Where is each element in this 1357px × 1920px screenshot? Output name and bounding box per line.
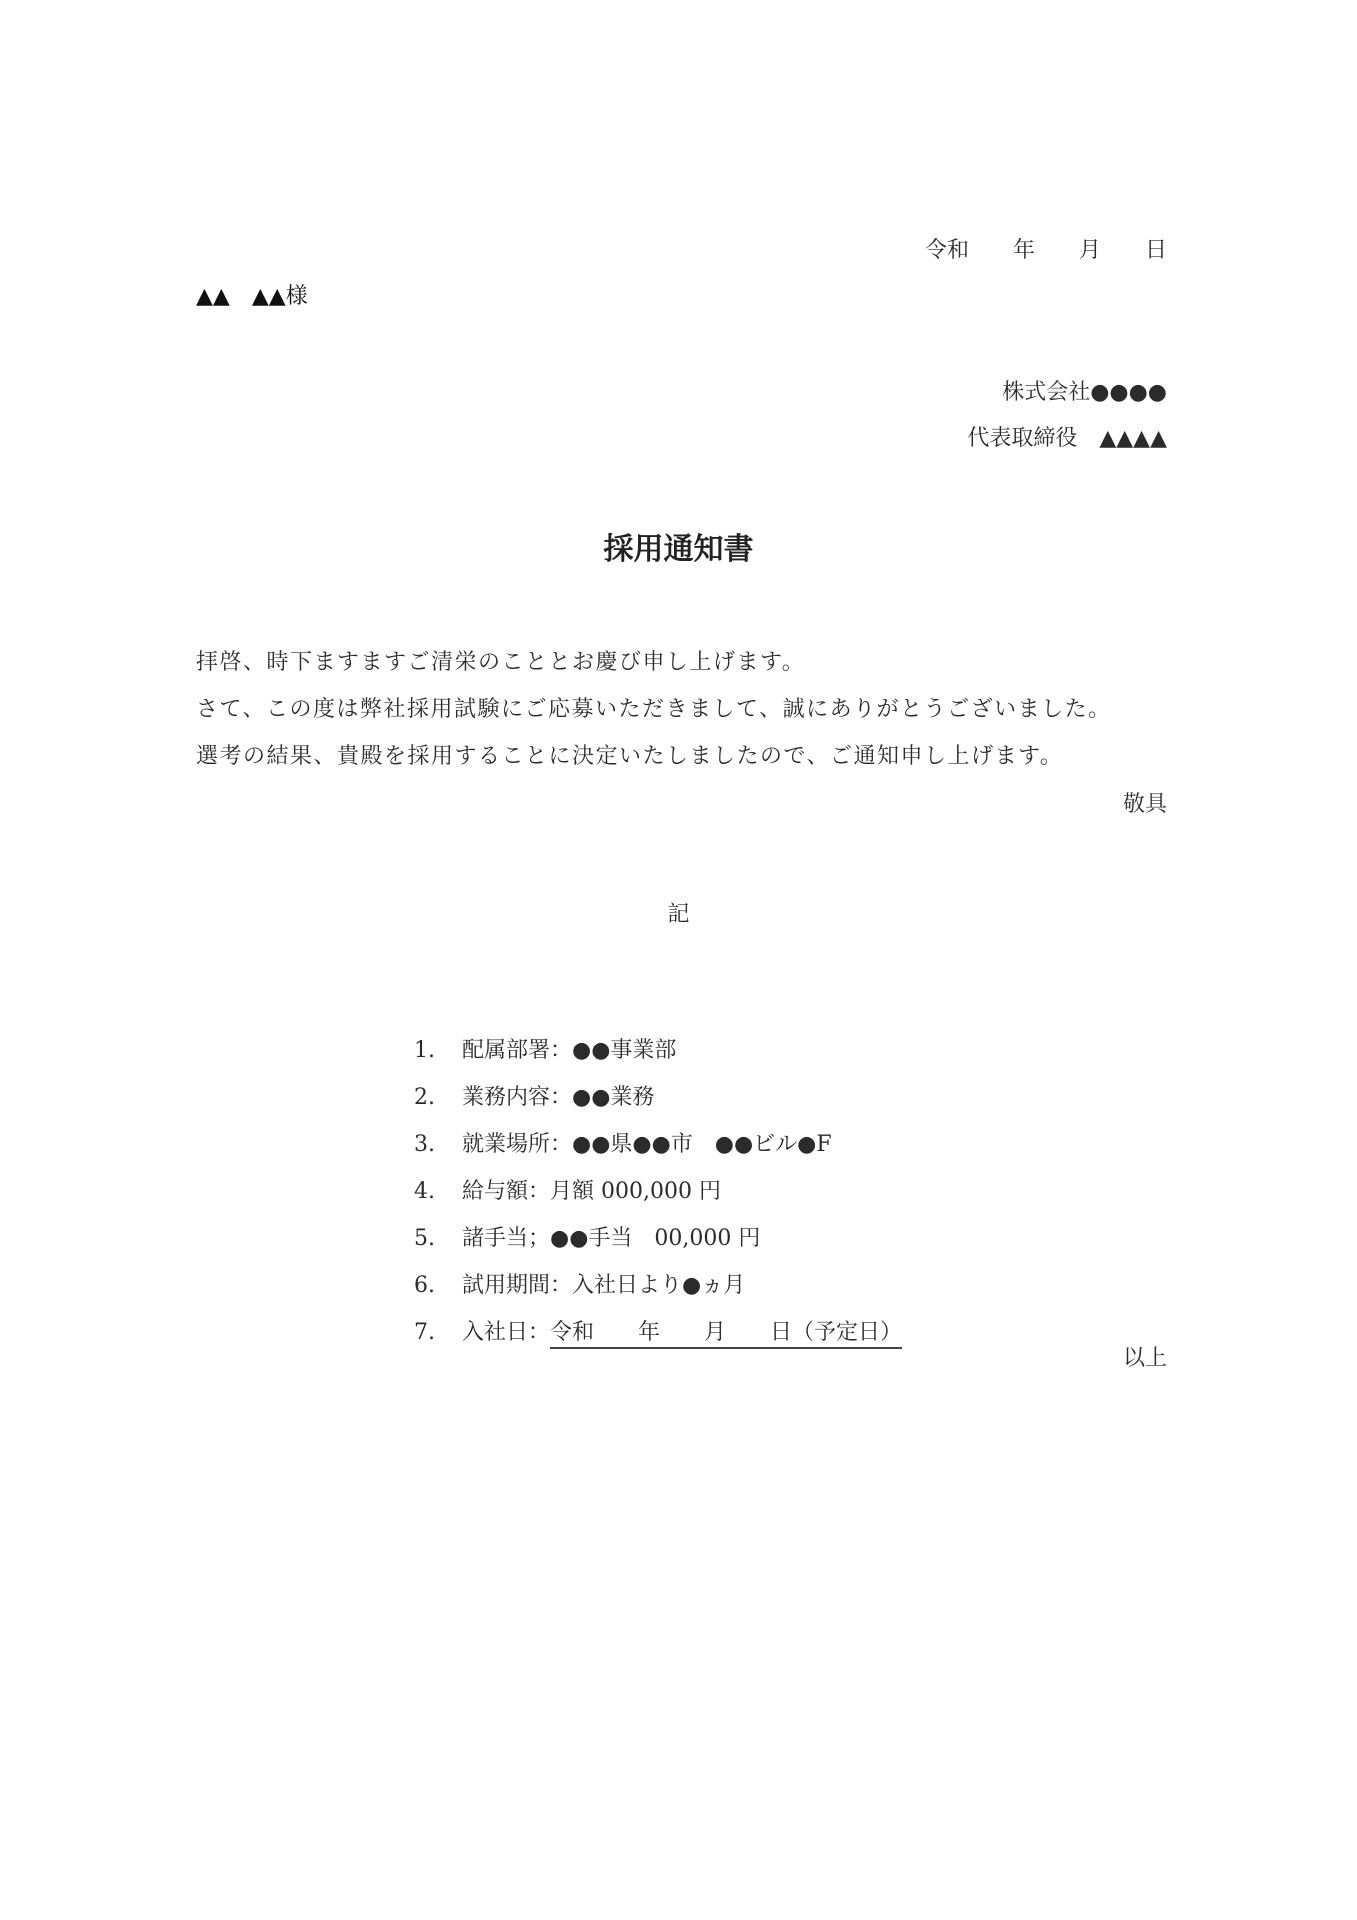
list-item [386, 1300, 902, 1366]
recipient-name: ▲▲ ▲▲様 [196, 284, 308, 309]
body-line-1: 拝啓、時下ますますご清栄のこととお慶び申し上げます。 [196, 650, 806, 675]
sender-company: 株式会社●●●● [1002, 380, 1167, 405]
list-item-value: ●●手当 00,000 円 [550, 1226, 761, 1251]
list-item-label: 試用期間： [461, 1273, 572, 1298]
list-item-number: 1. [413, 1038, 435, 1063]
closing-keigu: 敬具 [1122, 792, 1167, 817]
list-item-number: 3. [413, 1132, 435, 1157]
list-item-value: ●●県●●市 ●●ビル●F [572, 1132, 832, 1157]
sender-representative: 代表取締役 ▲▲▲▲ [967, 426, 1167, 451]
list-item-label: 配属部署： [461, 1038, 572, 1063]
list-item-value: ●●事業部 [572, 1038, 677, 1063]
list-item-number: 4. [413, 1179, 435, 1204]
list-item-label: 諸手当； [461, 1226, 550, 1251]
start-date-field: 令和 年 月 日（予定日） [550, 1320, 902, 1349]
date-line: 令和 年 月 日 [924, 238, 1167, 263]
document-title: 採用通知書 [603, 532, 754, 567]
list-item-number: 7. [413, 1320, 435, 1345]
body-line-3: 選考の結果、貴殿を採用することに決定いたしましたので、ご通知申し上げます。 [196, 744, 1064, 769]
list-item-label: 就業場所： [461, 1132, 572, 1157]
list-item-label: 入社日： [461, 1320, 550, 1345]
body-line-2: さて、この度は弊社採用試験にご応募いただきまして、誠にありがとうございました。 [196, 697, 1112, 722]
list-item-number: 5. [413, 1226, 435, 1251]
list-item-label: 給与額： [461, 1179, 550, 1204]
list-item-value: ●●業務 [572, 1085, 655, 1110]
list-item-number: 2. [413, 1085, 435, 1110]
list-item-value: 月額 000,000 円 [550, 1179, 721, 1204]
list-item-label: 業務内容： [461, 1085, 572, 1110]
list-item-number: 6. [413, 1273, 435, 1298]
ki-heading: 記 [667, 902, 690, 927]
closing-ijou: 以上 [1122, 1346, 1167, 1371]
list-item-value: 入社日より●ヵ月 [572, 1273, 746, 1298]
